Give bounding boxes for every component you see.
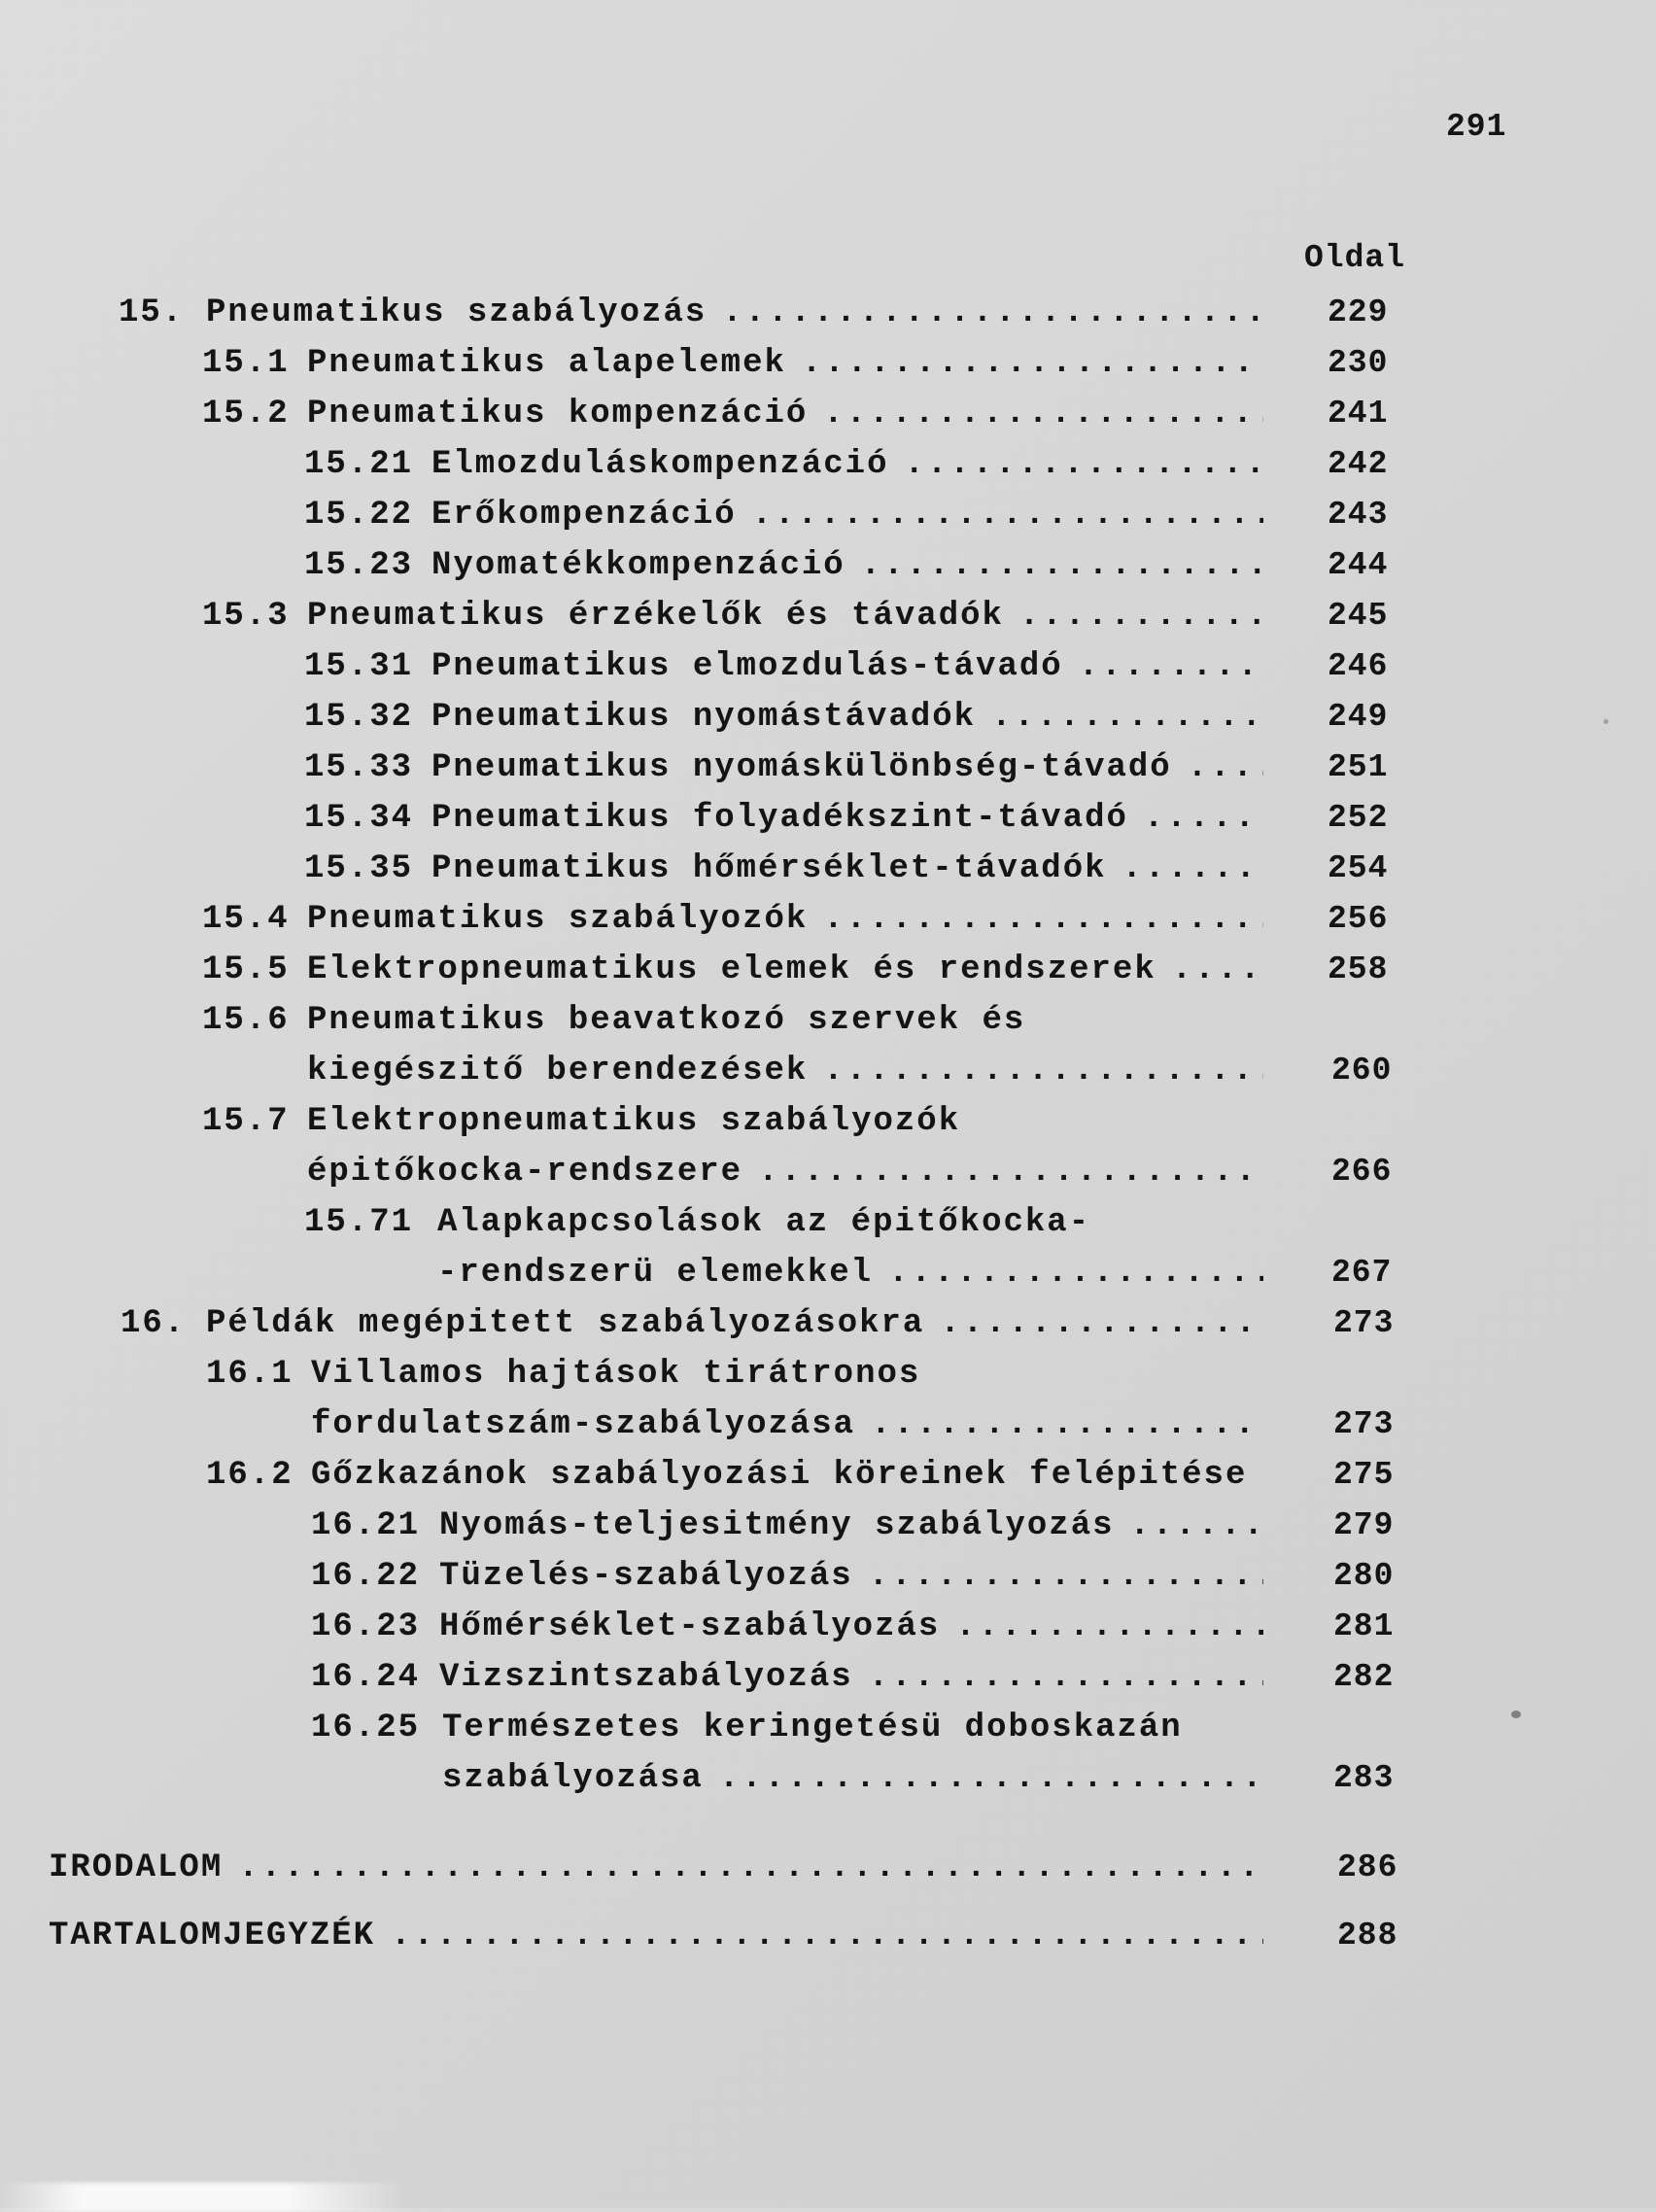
toc-entry-page: 229 [1328,294,1389,330]
toc-entry [0,595,1656,638]
toc-entry-leader [823,898,1263,941]
toc-entry-page: 244 [1328,547,1389,583]
toc-entry [0,1050,1656,1092]
toc-entry [0,1656,1656,1699]
toc-entry-page: 273 [1333,1406,1395,1442]
toc-entry-title: Pneumatikus elmozdulás-távadó [431,648,1063,685]
toc-entry-page: 256 [1328,901,1389,937]
toc-entry-number: 16.23 [311,1608,421,1645]
toc-entry [0,898,1656,941]
toc-entry-title: Pneumatikus kompenzáció [307,396,809,432]
toc-entry-number: 15.5 [202,951,290,988]
toc-entry-number: 15.1 [202,345,290,382]
toc-entry-leader [823,393,1263,435]
toc-entry [0,1353,1656,1396]
toc-entry-page: 282 [1333,1659,1395,1695]
toc-entry-title: Pneumatikus beavatkozó szervek és [307,1002,1026,1039]
toc-entry-page: 243 [1328,497,1389,533]
toc-entry-title: IRODALOM [49,1849,224,1886]
toc-entry-leader [802,342,1263,385]
toc-entry [0,292,1656,334]
toc-entry-leader [823,1050,1263,1092]
toc-entry-number: 15.35 [304,850,414,887]
toc-entry-leader [1130,1504,1263,1547]
toc-entry-number: 15.21 [304,446,414,483]
toc-entry-title: szabályozása [442,1760,704,1797]
toc-entry [0,1606,1656,1648]
toc-entry-number: 15.22 [304,497,414,534]
toc-entry-leader [940,1302,1263,1345]
toc-entry [0,1201,1656,1244]
toc-entry-leader [1262,1454,1263,1497]
toc-entry [0,1847,1656,1889]
toc-entry-page: 260 [1331,1053,1393,1089]
toc-entry-title: Pneumatikus szabályozók [307,901,809,938]
toc-entry-title: Nyomás-teljesitmény szabályozás [439,1507,1115,1544]
toc-entry-leader [1019,595,1263,638]
toc-entry-leader [758,1151,1263,1193]
toc-entry-number: 16.22 [311,1558,421,1595]
toc-entry [0,847,1656,890]
toc-entry-number: 16.2 [206,1457,293,1494]
toc-entry [0,1403,1656,1446]
toc-entry [0,949,1656,991]
toc-entry-number: 15.31 [304,648,414,685]
toc-entry-page: 241 [1328,396,1389,432]
toc-entry [0,443,1656,486]
toc-entry-number: 15.71 [304,1204,414,1241]
toc-entry-number: 15.2 [202,396,290,432]
toc-entry-number: 16.24 [311,1659,421,1696]
toc-entry-page: 275 [1333,1457,1395,1493]
toc-entry-leader [888,1252,1263,1295]
toc-entry [0,1302,1656,1345]
toc-entry [0,1454,1656,1497]
toc-entry [0,544,1656,587]
toc-entry-leader [238,1847,1263,1889]
toc-entry [0,1555,1656,1598]
toc-entry [0,1707,1656,1749]
toc-entry-page: 288 [1337,1918,1398,1953]
toc-entry-leader [869,1656,1263,1699]
toc-entry-page: 254 [1328,850,1389,886]
toc-entry-number: 15.4 [202,901,290,938]
toc-entry-title: fordulatszám-szabályozása [311,1406,856,1443]
toc-entry-number: 15.6 [202,1002,290,1039]
toc-entry-title: Pneumatikus folyadékszint-távadó [431,800,1128,837]
toc-entry [0,1504,1656,1547]
toc-entry [0,645,1656,688]
toc-entry-title: Elektropneumatikus szabályozók [307,1103,961,1140]
toc-entry-leader [1144,797,1263,840]
toc-entry-title: TARTALOMJEGYZÉK [49,1918,376,1954]
toc-entry-leader [1122,847,1263,890]
toc-entry-title: Pneumatikus alapelemek [307,345,786,382]
toc-entry-leader [1188,746,1263,789]
toc-entry-number: 16. [121,1305,187,1342]
toc-entry-leader [1172,949,1263,991]
toc-entry-number: 15.7 [202,1103,290,1140]
toc-entry-title: kiegészitő berendezések [307,1053,809,1089]
toc-entry-title: Nyomatékkompenzáció [431,547,845,584]
ink-speck [1511,1711,1521,1718]
toc-entry [0,797,1656,840]
ink-speck [1604,719,1608,724]
toc-entry-leader [955,1606,1263,1648]
toc-entry-title: Pneumatikus szabályozás [206,294,707,331]
toc-entry-title: Villamos hajtások tirátronos [311,1356,921,1393]
toc-entry-page: 230 [1328,345,1389,381]
toc-entry [0,1100,1656,1143]
toc-entry-title: Elmozduláskompenzáció [431,446,889,483]
toc-entry [0,999,1656,1042]
toc-entry-page: 245 [1328,598,1389,634]
toc-entry-page: 252 [1328,800,1389,836]
toc-entry-page: 251 [1328,749,1389,785]
toc-entry-page: 273 [1333,1305,1395,1341]
toc-entry-leader [1079,645,1263,688]
toc-entry-page: 286 [1337,1849,1398,1885]
toc-entry-leader [871,1403,1263,1446]
toc-entry-number: 15.33 [304,749,414,786]
toc-entry [0,342,1656,385]
toc-entry-number: 15.3 [202,598,290,635]
toc-entry-page: 249 [1328,699,1389,735]
toc-entry [0,1757,1656,1800]
toc-entry-page: 266 [1331,1154,1393,1190]
toc-entry-page: 281 [1333,1608,1395,1644]
toc-entry-title: Vizszintszabályozás [439,1659,853,1696]
toc-entry-number: 15. [119,294,185,331]
toc-entry-page: 246 [1328,648,1389,684]
page-number: 291 [1446,109,1507,145]
toc-entry-number: 16.1 [206,1356,293,1393]
toc-entry-title: Alapkapcsolások az épitőkocka- [437,1204,1091,1241]
toc-entry-leader [869,1555,1263,1598]
toc-entry-leader [722,292,1263,334]
toc-entry-title: Természetes keringetésü doboskazán [442,1710,1183,1746]
toc-entry-leader [991,696,1263,739]
toc-entry-title: Példák megépitett szabályozásokra [206,1305,925,1342]
toc-entry-title: Pneumatikus hőmérséklet-távadók [431,850,1107,887]
toc-entry-page: 280 [1333,1558,1395,1594]
toc-entry-page: 267 [1331,1255,1393,1291]
page-column-header: Oldal [1304,240,1406,276]
toc-entry-title: Pneumatikus érzékelők és távadók [307,598,1004,635]
toc-entry-page: 258 [1328,951,1389,987]
toc-entry [0,494,1656,536]
toc-entry [0,1252,1656,1295]
toc-entry-number: 16.25 [311,1710,421,1746]
toc-entry-leader [391,1915,1263,1957]
toc-entry-leader [861,544,1263,587]
toc-entry-page: 242 [1328,446,1389,482]
toc-entry-number: 15.32 [304,699,414,736]
toc-entry-page: 279 [1333,1507,1395,1543]
toc-entry [0,1915,1656,1957]
toc-entry-leader [752,494,1263,536]
toc-entry [0,393,1656,435]
toc-entry-number: 15.23 [304,547,414,584]
toc-entry-title: Pneumatikus nyomástávadók [431,699,977,736]
toc-entry-leader [719,1757,1263,1800]
toc-entry-leader [904,443,1263,486]
toc-entry-title: Gőzkazánok szabályozási köreinek felépitése [311,1457,1248,1494]
toc-entry-page: 283 [1333,1760,1395,1796]
toc-entry-title: Pneumatikus nyomáskülönbség-távadó [431,749,1172,786]
toc-entry-number: 16.21 [311,1507,421,1544]
toc-entry-title: Erőkompenzáció [431,497,737,534]
toc-entry-title: -rendszerü elemekkel [437,1255,874,1292]
toc-entry-title: Hőmérséklet-szabályozás [439,1608,941,1645]
toc-entry [0,696,1656,739]
toc-entry-title: Elektropneumatikus elemek és rendszerek [307,951,1156,988]
toc-entry [0,1151,1656,1193]
toc-entry [0,746,1656,789]
toc-entry-title: épitőkocka-rendszere [307,1154,743,1191]
toc-entry-title: Tüzelés-szabályozás [439,1558,853,1595]
toc-entry-number: 15.34 [304,800,414,837]
